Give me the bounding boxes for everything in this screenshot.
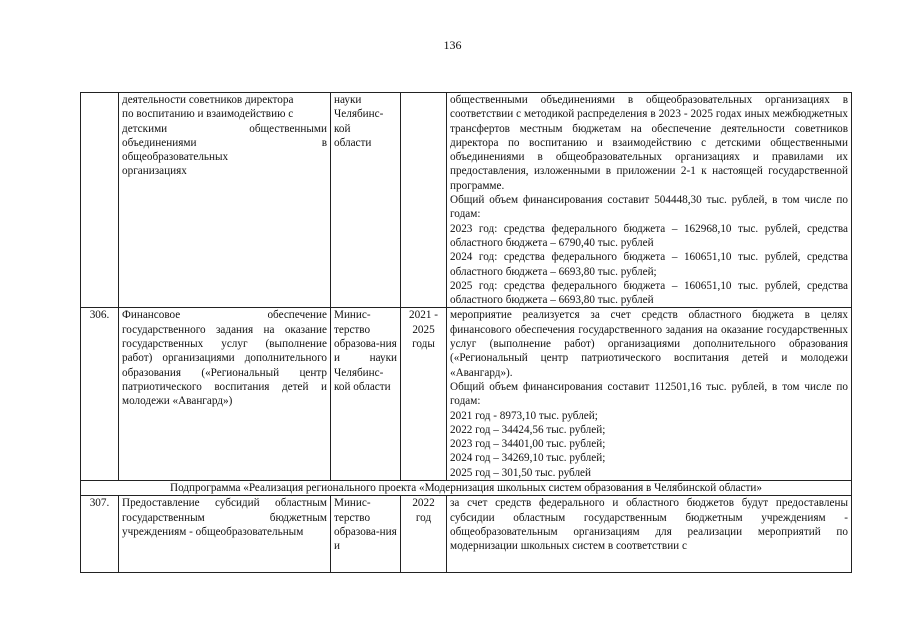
years-text: 2022 год — [412, 497, 435, 524]
executor: Минис-терство образова-ния и науки Челябинс-кой области — [331, 308, 401, 481]
page-number: 136 — [443, 38, 462, 52]
activity-name — [119, 93, 331, 308]
executor — [331, 93, 401, 308]
description-paragraph: 2023 год – 34401,00 тыс. рублей; — [450, 438, 606, 451]
table-row-307 — [81, 496, 852, 573]
subprogram-header-row — [81, 481, 852, 496]
years: 2021 - 2025 годы — [401, 308, 447, 481]
activity-name-line: объединениями в — [122, 136, 327, 149]
executor-line: области — [334, 136, 372, 149]
description-paragraph: 2023 год: средства федерального бюджета – 162968,10 тыс. рублей, средства областного бюджета – 6790,40 тыс. рублей — [450, 222, 848, 249]
executor — [331, 496, 401, 573]
description-paragraph: 2021 год - 8973,10 тыс. рублей; — [450, 409, 598, 422]
activity-name-line: детскими общественными — [122, 122, 327, 135]
description-paragraph: 2025 год – 301,50 тыс. рублей — [450, 466, 592, 479]
activity-name-line: организациях — [122, 165, 187, 178]
executor-line: Челябинс- — [334, 108, 384, 121]
description-paragraph: Общий объем финансирования составит 504448,30 тыс. рублей, в том числе по годам: — [450, 194, 848, 221]
description — [447, 308, 852, 481]
description-paragraph: мероприятие реализуется за счет средств областного бюджета в целях финансового обеспечения государственного задания на оказание государственных услуг (выполнение работ) организациями дополнительного образования («Региональный центр патриотического воспитания детей и молодежи «Авангард»). — [450, 309, 848, 379]
description-paragraph: 2024 год – 34269,10 тыс. рублей; — [450, 452, 606, 465]
row-number — [81, 93, 119, 308]
activity-name-line: деятельности советников директора — [122, 94, 294, 106]
activity-name-text: Предоставление субсидий областным государственным бюджетным учреждениям - общеобразовательным — [122, 497, 327, 538]
description-paragraph: Общий объем финансирования составит 112501,16 тыс. рублей, в том числе по годам: — [450, 380, 848, 408]
description — [447, 496, 852, 573]
executor-line: кой — [334, 122, 351, 135]
table-row-continuation — [81, 93, 852, 308]
program-table — [80, 92, 852, 573]
description-paragraph: 2025 год: средства федерального бюджета – 160651,10 тыс. рублей, средства областного бюджета – 6693,80 тыс. рублей — [450, 279, 848, 307]
years — [401, 93, 447, 308]
description-text: за счет средств федерального и областного бюджетов будут предоставлены субсидии областным государственным бюджетным учреждениям - общеобразовательным организациям для реализации мероприятий по модернизации школьных систем в соответствии с — [450, 497, 848, 553]
row-number: 306. — [81, 308, 119, 481]
activity-name — [119, 496, 331, 573]
description-paragraph: общественными объединениями в общеобразовательных организациях в соответствии с методикой распределения в 2023 - 2025 годах иных межбюджетных трансфертов местным бюджетам на обеспечение деятельности советников директора по воспитанию и взаимодействию с детскими общественными объединениями в общеобразовательных организациях и правилами их предоставления, изложенными в приложении 2-1 к настоящей государственной программе. — [450, 94, 848, 192]
description — [447, 93, 852, 308]
executor-text: Минис-терство образова-ния и — [334, 497, 397, 553]
description-paragraph: 2022 год – 34424,56 тыс. рублей; — [450, 423, 606, 436]
activity-name: Финансовое обеспечение государственного задания на оказание государственных услуг (выполнение работ) организациями дополнительного образования («Региональный центр патриотического воспитания детей и молодежи «Авангард») — [119, 308, 331, 481]
table-row-306 — [81, 308, 852, 481]
description-paragraph: 2024 год: средства федерального бюджета – 160651,10 тыс. рублей, средства областного бюджета – 6693,80 тыс. рублей; — [450, 251, 848, 278]
subprogram-title: Подпрограмма «Реализация регионального проекта «Модернизация школьных систем образования в Челябинской области» — [81, 481, 852, 496]
years — [401, 496, 447, 573]
activity-name-line: общеобразовательных — [122, 151, 229, 164]
row-number: 307. — [81, 496, 119, 573]
activity-name-line: по воспитанию и взаимодействию с — [122, 108, 294, 121]
executor-line: науки — [334, 94, 362, 106]
